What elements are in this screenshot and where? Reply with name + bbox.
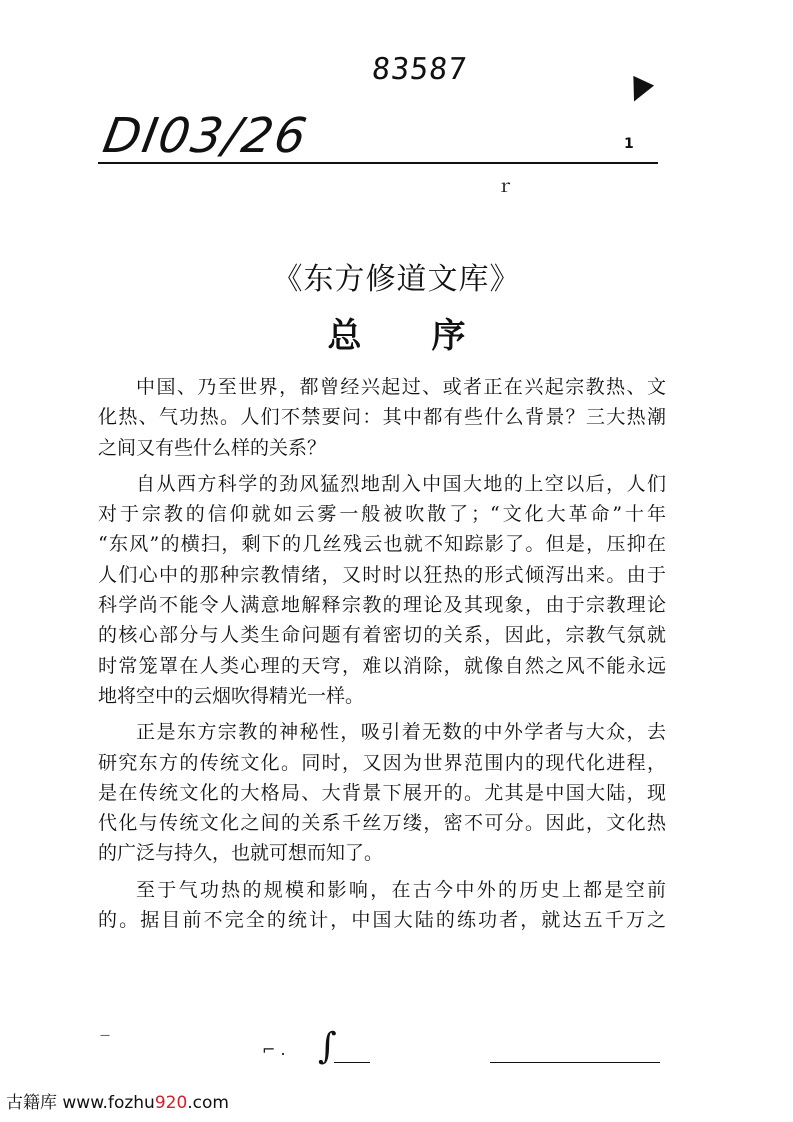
body-line: 科学尚不能令人满意地解释宗教的理论及其现象，由于宗教理论 bbox=[98, 594, 666, 617]
watermark-prefix: 古籍库 www.fozhu bbox=[6, 1093, 155, 1113]
body-line: 地将空中的云烟吹得精光一样。 bbox=[98, 684, 365, 707]
body-line: 人们心中的那种宗教情绪，又时时以狂热的形式倾泻出来。由于 bbox=[98, 563, 666, 586]
body-line: 自从西方科学的劲风猛烈地刮入中国大地的上空以后，人们 bbox=[136, 472, 666, 495]
corner-mark-icon: ▼ bbox=[621, 68, 658, 111]
body-line: 的广泛与持久，也就可想而知了。 bbox=[98, 842, 384, 865]
book-series-title: 《东方修道文库》 bbox=[272, 262, 521, 297]
watermark-suffix: .com bbox=[187, 1093, 229, 1113]
page-mark: 1 bbox=[624, 136, 634, 152]
body-line: 的。据目前不完全的统计，中国大陆的练功者，就达五千万之 bbox=[98, 909, 666, 932]
body-line: “东风”的横扫，剩下的几丝残云也就不知踪影了。但是，压抑在 bbox=[98, 533, 666, 556]
body-line: 是在传统文化的大格局、大背景下展开的。尤其是中国大陆，现 bbox=[98, 781, 666, 804]
body-text bbox=[98, 372, 666, 935]
body-line: 研究东方的传统文化。同时，又因为世界范围内的现代化进程， bbox=[98, 751, 666, 774]
body-line: 之间又有些什么样的关系？ bbox=[98, 436, 327, 459]
site-watermark bbox=[6, 1088, 229, 1113]
footer-rule bbox=[334, 1062, 370, 1063]
body-line: 对于宗教的信仰就如云雾一般被吹散了；“文化大革命”十年 bbox=[98, 503, 666, 526]
body-line: 至于气功热的规模和影响，在古今中外的历史上都是空前 bbox=[136, 878, 666, 901]
body-line: 时常笼罩在人类心理的天穹，难以消除，就像自然之风不能永远 bbox=[98, 654, 666, 677]
section-title bbox=[0, 308, 793, 357]
body-line: 正是东方宗教的神秘性，吸引着无数的中外学者与大众，去 bbox=[136, 721, 666, 744]
body-line: 代化与传统文化之间的关系千丝万缕，密不可分。因此，文化热 bbox=[98, 812, 666, 835]
footer-mark: ∫ bbox=[318, 1026, 337, 1067]
section-title-char: 序 bbox=[431, 316, 466, 356]
stamp-number: 83587 bbox=[370, 52, 470, 87]
handwritten-call-number: DI03/26 bbox=[99, 108, 313, 164]
watermark-number: 920 bbox=[154, 1093, 188, 1113]
section-title-char: 总 bbox=[327, 316, 362, 356]
body-line: 中国、乃至世界，都曾经兴起过、或者正在兴起宗教热、文 bbox=[136, 376, 666, 398]
ink-speck: ｒ bbox=[496, 176, 514, 197]
body-line: 化热、气功热。人们不禁要问：其中都有些什么背景？三大热潮 bbox=[98, 406, 666, 429]
body-line: 的核心部分与人类生命问题有着密切的关系，因此，宗教气氛就 bbox=[98, 624, 666, 647]
footer-rule bbox=[490, 1062, 660, 1063]
ink-speck: — bbox=[100, 1030, 110, 1041]
ink-speck: ⌐ . bbox=[262, 1040, 286, 1059]
header-rule bbox=[98, 162, 658, 164]
